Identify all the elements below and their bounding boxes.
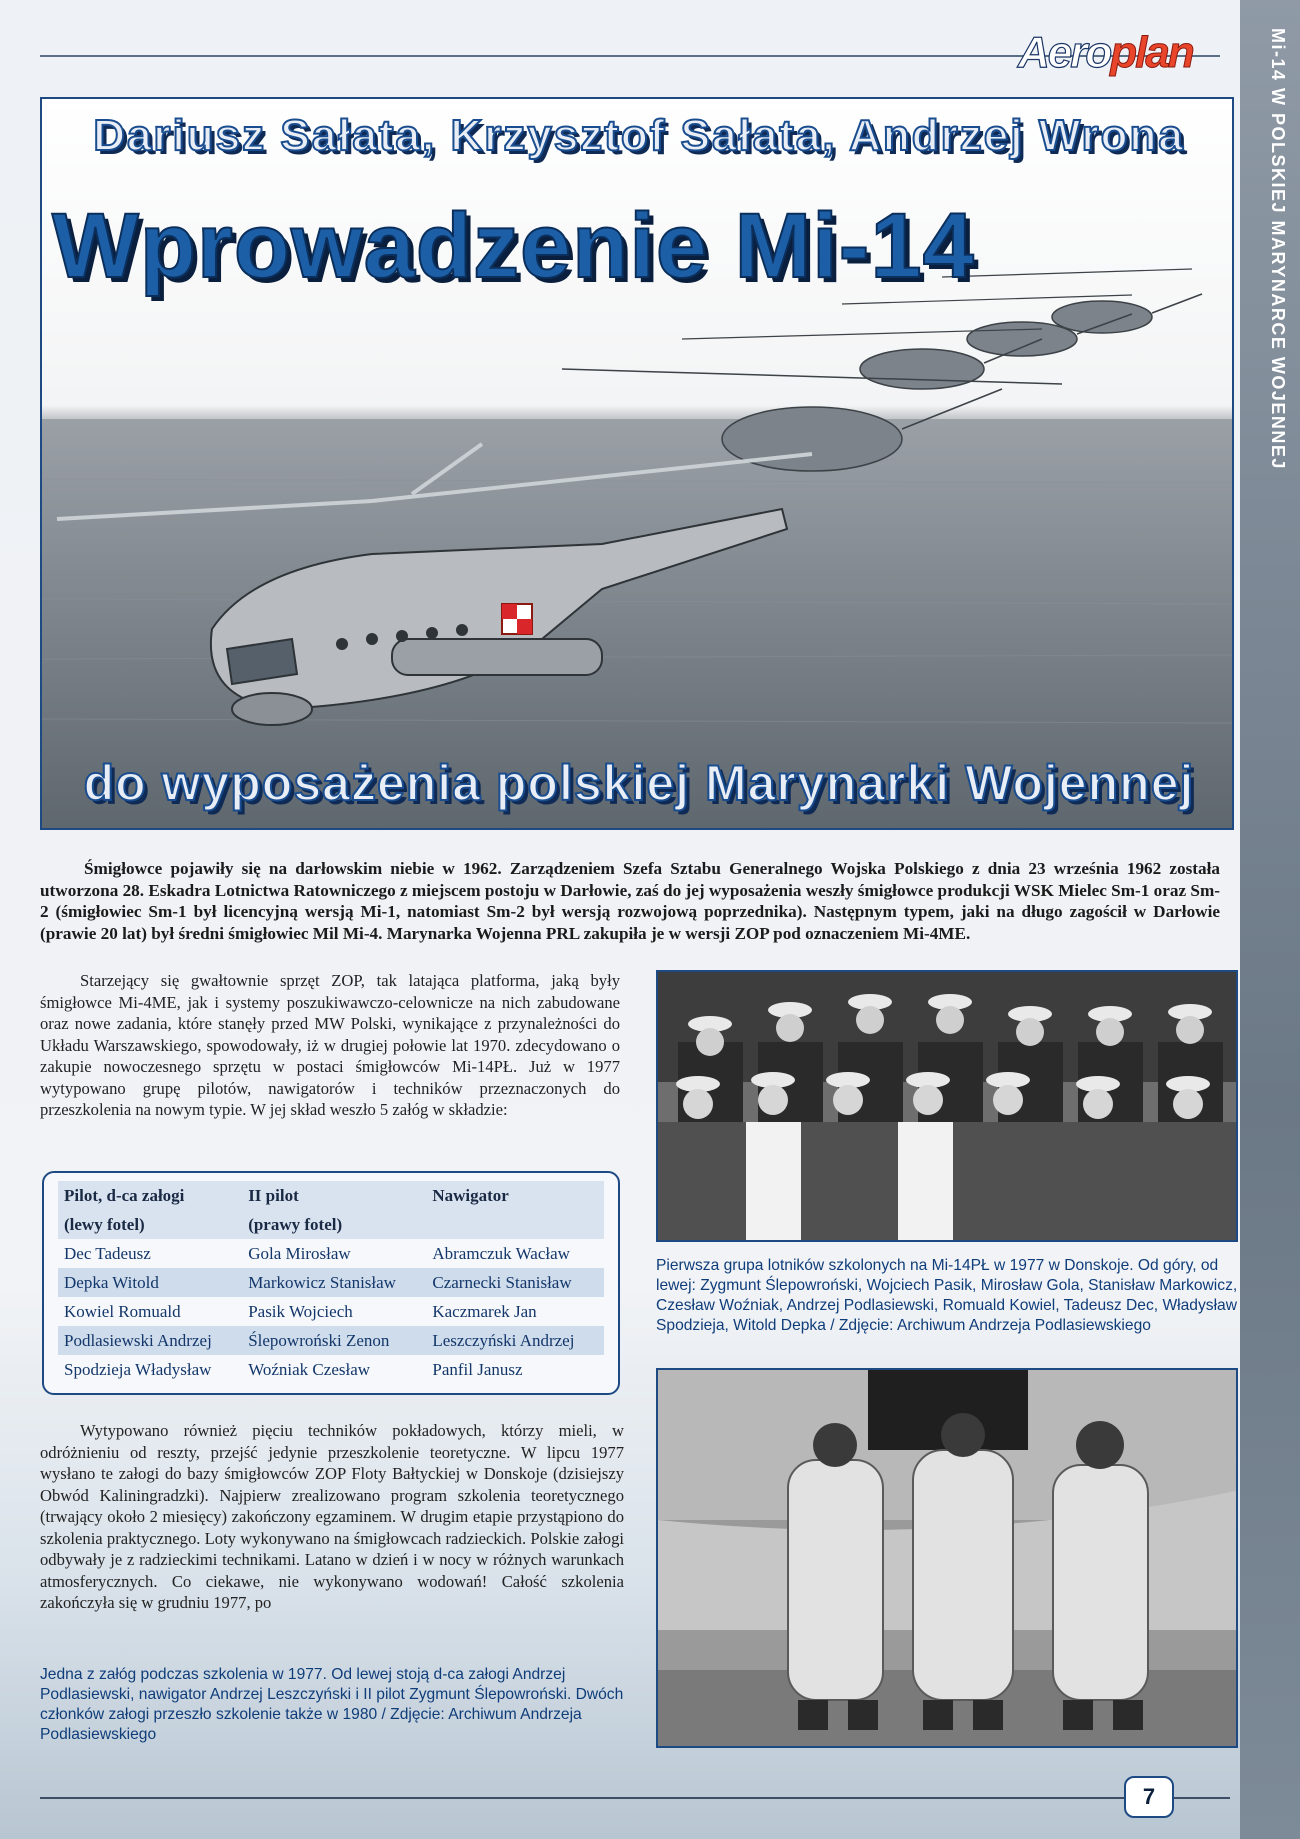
table-cell: Czarnecki Stanisław (426, 1268, 604, 1297)
table-row (58, 1239, 604, 1268)
table-subheader-cell (426, 1210, 604, 1239)
table-cell: Podlasiewski Andrzej (58, 1326, 242, 1355)
table-header-cell: Nawigator (426, 1181, 604, 1210)
table-header-cell: II pilot (242, 1181, 426, 1210)
logo-aero: Aero (1018, 28, 1111, 77)
table-row (58, 1326, 604, 1355)
table-cell: Spodzieja Władysław (64, 1359, 212, 1379)
table-header-row (58, 1181, 604, 1210)
table-cell: Leszczyński Andrzej (426, 1326, 604, 1355)
page-number-badge (1124, 1776, 1174, 1818)
table-cell: Kaczmarek Jan (432, 1301, 537, 1321)
table-cell: Pasik Wojciech (248, 1301, 353, 1321)
body-paragraph-2: Wytypowano również pięciu techników pokładowych, którzy mieli, w odróżnieniu od reszty, przejść jedynie przeszkolenie teoretyczne. W lipcu 1977 wysłano te załogi do bazy śmigłowców ZOP Floty Bałtyckiej w Donskoje (dzisiejszy Obwód Kaliningradzki). Najpierw zrealizowano program szkolenia teoretycznego (trwający około 2 miesięcy) zakończony egzaminem. W drugim etapie przystąpiono do szkolenia praktycznego. Loty wykonywano na śmigłowcach radzieckich. Polskie załogi odbywały je z radzieckimi technikami. Latano w dzień i w nocy w różnych warunkach atmosferycznych. Co ciekawe, nie wykonywano wodowań! Całość szkolenia zakończyła się w grudniu 1977, po (40, 1421, 624, 1612)
table-cell: Ślepowroński Zenon (242, 1326, 426, 1355)
photo-caption-1: Pierwsza grupa lotników szkolonych na Mi-14PŁ w 1977 w Donskoje. Od góry, od lewej: Zygmunt Ślepowroński, Wojciech Pasik, Mirosław Gola, Stanisław Markowicz, Czesław Woźniak, Andrzej Podlasiewski, Romuald Kowiel, Tadeusz Dec, Władysław Spodzieja, Witold Depka / Zdjęcie: Archiwum Andrzeja Podlasiewskiego (656, 1257, 1238, 1334)
table-cell: Dec Tadeusz (64, 1243, 151, 1263)
group-photo (656, 970, 1238, 1242)
table-cell: Panfil Janusz (432, 1359, 523, 1379)
lead-paragraph: Śmigłowce pojawiły się na darłowskim niebie w 1962. Zarządzeniem Szefa Sztabu Generalnego Wojska Polskiego z dnia 23 września 1962 została utworzona 28. Eskadra Lotnictwa Ratowniczego z miejscem postoju w Darłowie, zaś do jej wyposażenia weszły śmigłowce produkcji WSK Mielec Sm-1 oraz Sm-2 (śmigłowiec Sm-1 był licencyjną wersją Mi-1, natomiast Sm-2 był wersją rozwojową poprzednika). Następnym typem, jaki na długo zagościł w Darłowie (prawie 20 lat) był średni śmigłowiec Mil Mi-4. Marynarka Wojenna PRL zakupiła je w wersji ZOP pod oznaczeniem Mi-4ME. (40, 859, 1220, 943)
footer-rule (40, 1797, 1230, 1799)
table-cell: Gola Mirosław (248, 1243, 351, 1263)
table-cell: Depka Witold (58, 1268, 242, 1297)
page-number: 7 (1142, 1784, 1156, 1809)
photo-caption-2: Jedna z załóg podczas szkolenia w 1977. Od lewej stoją d-ca załogi Andrzej Podlasiewski, nawigator Andrzej Leszczyński i II pilot Zygmunt Ślepowroński. Dwóch członków załogi przeszło szkolenie także w 1980 / Zdjęcie: Archiwum Andrzeja Podlasiewskiego (40, 1666, 624, 1743)
crew-table (58, 1181, 604, 1384)
table-subheader-row (58, 1210, 604, 1239)
article-title: Wprowadzenie Mi-14 (52, 195, 975, 297)
table-header-cell: Pilot, d-ca załogi (58, 1181, 242, 1210)
hero-photo (40, 97, 1234, 830)
table-cell: Markowicz Stanisław (242, 1268, 426, 1297)
table-cell: Abramczuk Wacław (432, 1243, 570, 1263)
article-authors: Dariusz Sałata, Krzysztof Sałata, Andrzej Wrona (93, 111, 1185, 160)
table-row (58, 1268, 604, 1297)
table-cell: Kowiel Romuald (64, 1301, 181, 1321)
crew-photo (656, 1368, 1238, 1748)
side-section-title: Mi-14 W POLSKIEJ MARYNARCE WOJENNEJ (1268, 28, 1288, 470)
article-subtitle: do wyposażenia polskiej Marynarki Wojennej (83, 755, 1195, 811)
table-row (58, 1297, 604, 1326)
table-row (58, 1355, 604, 1384)
logo-plan: plan (1110, 28, 1193, 77)
table-cell: Woźniak Czesław (248, 1359, 371, 1379)
crew-table-box (42, 1171, 620, 1395)
crew-photo-illustration (658, 1370, 1238, 1748)
group-photo-illustration (658, 972, 1238, 1242)
table-subheader-cell: (lewy fotel) (58, 1210, 242, 1239)
magazine-logo (1018, 28, 1193, 78)
body-paragraph-1: Starzejący się gwałtownie sprzęt ZOP, tak latająca platforma, jaką były śmigłowce Mi-4ME, jak i systemy poszukiwawczo-celownicze na nich zabudowane oraz nowe zadania, które stanęły przed MW Polski, wynikające z przynależności do Układu Warszawskiego, spowodowały, iż w drugiej połowie lat 1970. zdecydowano o zakupie nowoczesnego sprzętu w postaci śmigłowców Mi-14PŁ. Już w 1977 wytypowano grupę pilotów, nawigatorów i techników przeznaczonych do przeszkolenia na nowym typie. W jej skład weszło 5 załóg w składzie: (40, 971, 620, 1119)
table-subheader-cell: (prawy fotel) (242, 1210, 426, 1239)
